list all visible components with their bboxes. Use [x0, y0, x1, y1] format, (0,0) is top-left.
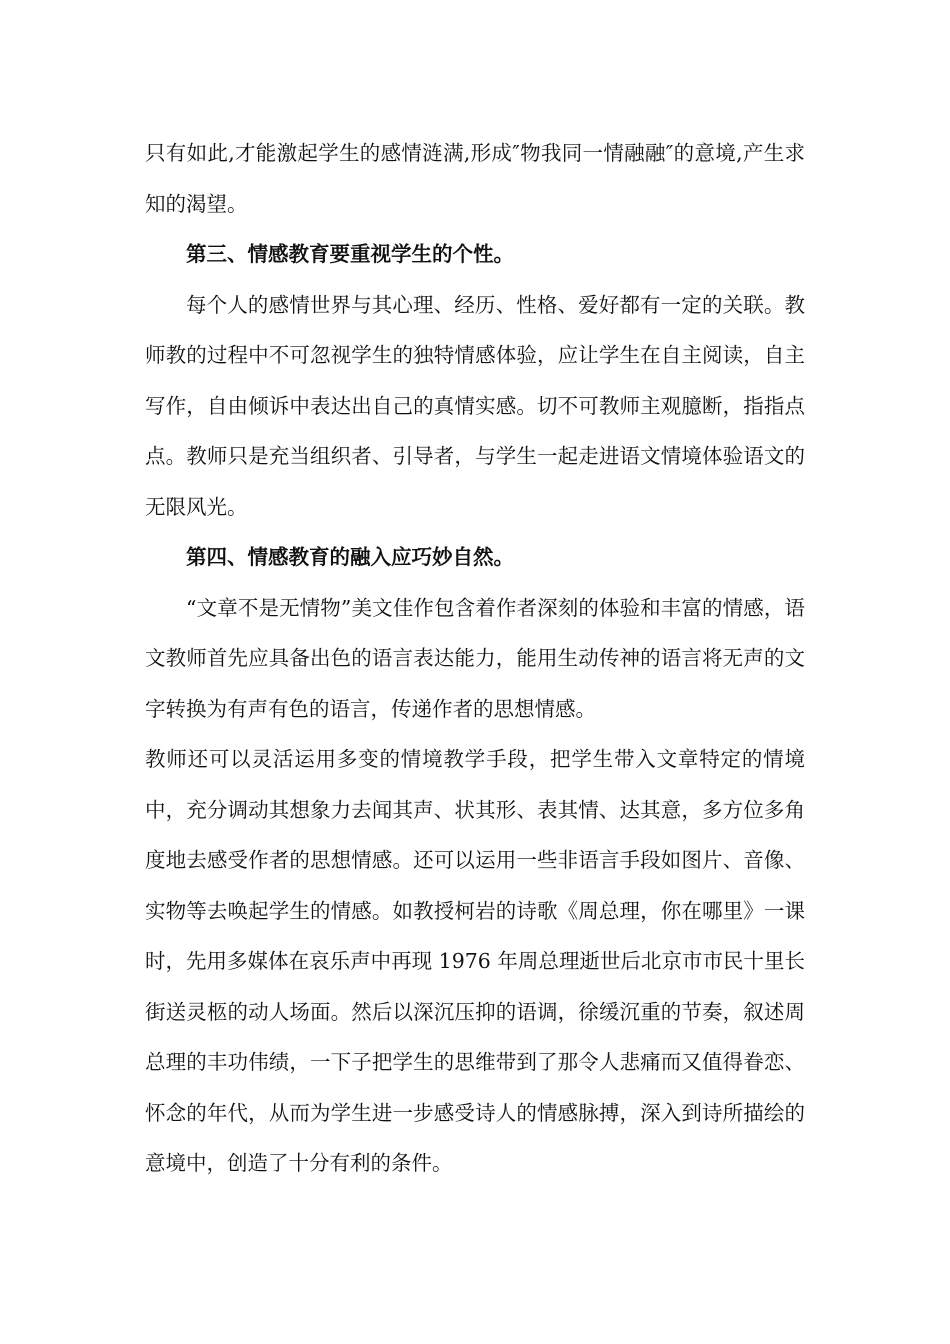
- paragraph-language-expression: “文章不是无情物”美文佳作包含着作者深刻的体验和丰富的情感，语文教师首先应具备出色的语言表达能力，能用生动传神的语言将无声的文字转换为有声有色的语言，传递作者的思想情感。: [145, 595, 805, 721]
- document-page: [145, 128, 805, 1189]
- paragraph-intro: 只有如此,才能激起学生的感情涟满,形成″物我同一情融融″的意境,产生求知的渴望。: [145, 141, 805, 216]
- paragraph-individuality: 每个人的感情世界与其心理、经历、性格、爱好都有一定的关联。教师教的过程中不可忽视学生的独特情感体验，应让学生在自主阅读，自主写作，自由倾诉中表达出自己的真情实感。切不可教师主观臆断，指指点点。教师只是充当组织者、引导者，与学生一起走进语文情境体验语文的无限风光。: [145, 292, 805, 519]
- heading-fourth-point: 第四、情感教育的融入应巧妙自然。: [186, 545, 514, 569]
- paragraph-teaching-methods: 教师还可以灵活运用多变的情境教学手段，把学生带入文章特定的情境中，充分调动其想象力去闻其声、状其形、表其情、达其意，多方位多角度地去感受作者的思想情感。还可以运用一些非语言手段如图片、音像、实物等去唤起学生的情感。如教授柯岩的诗歌《周总理，你在哪里》一课时，先用多媒体在哀乐声中再现 1976 年周总理逝世后北京市市民十里长街送灵柩的动人场面。然后以深沉压抑的语调，徐缓沉重的节奏，叙述周总理的丰功伟绩，一下子把学生的思维带到了那令人悲痛而又值得眷恋、怀念的年代，从而为学生进一步感受诗人的情感脉搏，深入到诗所描绘的意境中，创造了十分有利的条件。: [145, 747, 805, 1175]
- heading-third-point: 第三、情感教育要重视学生的个性。: [186, 242, 514, 266]
